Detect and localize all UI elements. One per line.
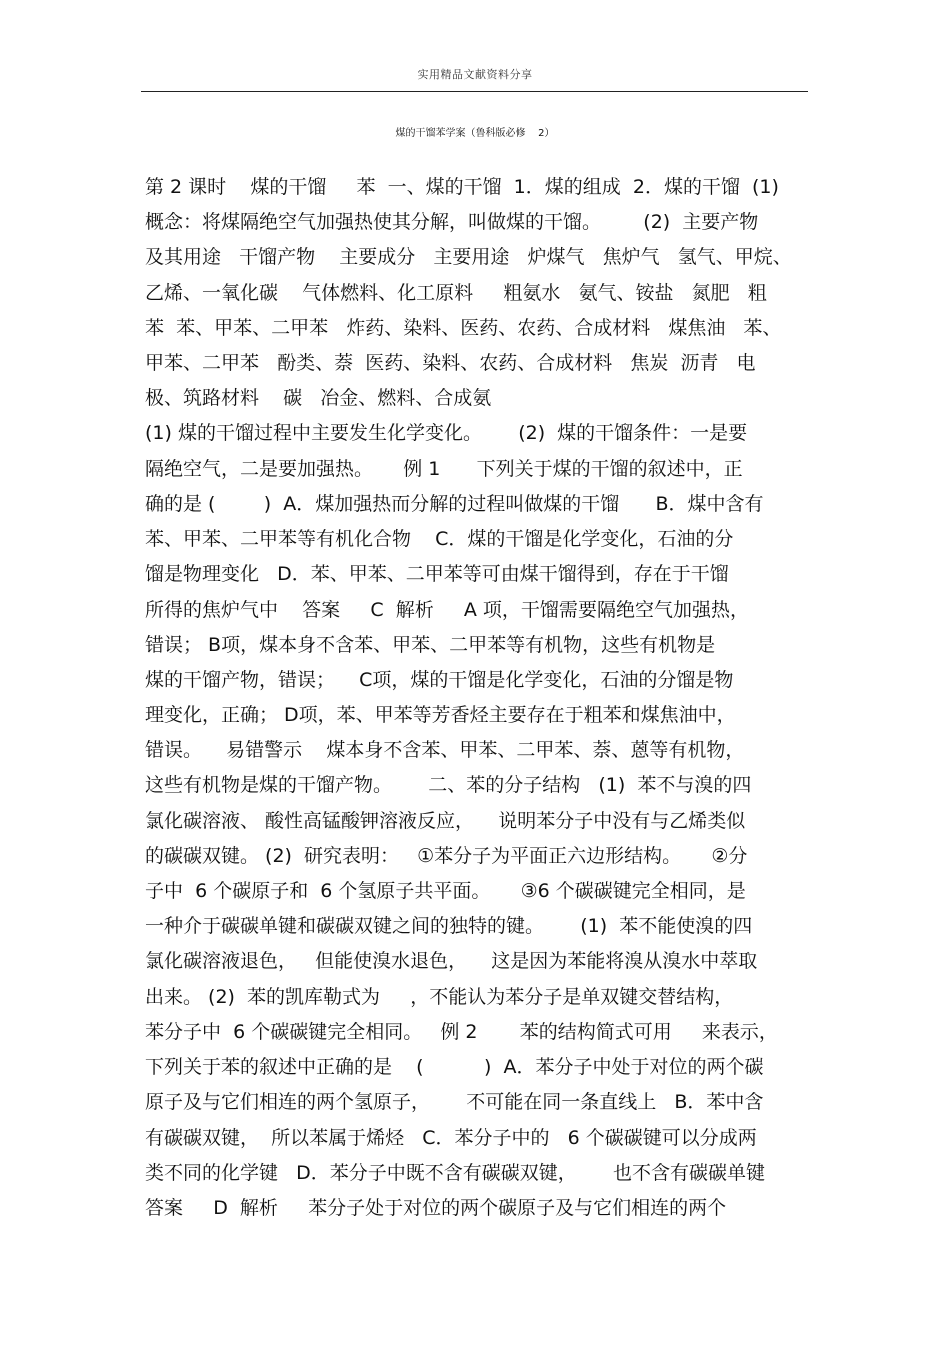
text-line: 第 2 课时 煤的干馏 苯 一、煤的干馏 1．煤的组成 2．煤的干馏 (1) <box>145 176 779 198</box>
text-line: 有碳碳双键， 所以苯属于烯烃 C．苯分子中的 6 个碳碳键可以分成两 <box>145 1127 757 1149</box>
text-line: 子中 6 个碳原子和 6 个氢原子共平面。 ③6 个碳碳键完全相同，是 <box>145 880 746 902</box>
text-line: 煤的干馏产物，错误； C项，煤的干馏是化学变化，石油的分馏是物 <box>145 669 734 691</box>
text-line: 一种介于碳碳单键和碳碳双键之间的独特的键。 (1) 苯不能使溴的四 <box>145 915 753 937</box>
text-line: 的碳碳双键。 (2) 研究表明： ①苯分子为平面正六边形结构。 ②分 <box>145 845 748 867</box>
text-line: 出来。 (2) 苯的凯库勒式为 ，不能认为苯分子是单双键交替结构， <box>145 986 734 1008</box>
text-line: 错误； B项，煤本身不含苯、甲苯、二甲苯等有机物，这些有机物是 <box>145 634 716 656</box>
text-line: 类不同的化学键 D．苯分子中既不含有碳碳双键， 也不含有碳碳单键 <box>145 1162 765 1184</box>
text-line: 甲苯、二甲苯 酚类、萘 医药、染料、农药、合成材料 焦炭 沥青 电 <box>145 352 756 374</box>
text-line: 原子及与它们相连的两个氢原子， 不可能在同一条直线上 B．苯中含 <box>145 1091 764 1113</box>
text-line: 理变化，正确； D项，苯、甲苯等芳香烃主要存在于粗苯和煤焦油中， <box>145 704 736 726</box>
header-divider <box>141 91 808 92</box>
text-line: 苯、甲苯、二甲苯等有机化合物 C．煤的干馏是化学变化，石油的分 <box>145 528 734 550</box>
text-line: 氯化碳溶液退色， 但能使溴水退色， 这是因为苯能将溴从溴水中萃取 <box>145 950 758 972</box>
text-line: 馏是物理变化 D．苯、甲苯、二甲苯等可由煤干馏得到，存在于干馏 <box>145 563 729 585</box>
text-line: 错误。 易错警示 煤本身不含苯、甲苯、二甲苯、萘、蒽等有机物， <box>145 739 745 761</box>
document-title: 煤的干馏苯学案（鲁科版必修 2） <box>395 128 555 139</box>
text-line: 答案 D 解析 苯分子处于对位的两个碳原子及与它们相连的两个 <box>145 1197 727 1219</box>
text-line: 极、筑路材料 碳 冶金、燃料、合成氨 <box>145 387 492 409</box>
text-line: 苯 苯、甲苯、二甲苯 炸药、染料、医药、农药、合成材料 煤焦油 苯、 <box>145 317 782 339</box>
text-line: 下列关于苯的叙述中正确的是 ( ) A．苯分子中处于对位的两个碳 <box>145 1056 764 1078</box>
text-line: 苯分子中 6 个碳碳键完全相同。 例 2 苯的结构简式可用 来表示， <box>145 1021 778 1043</box>
text-line: 确的是 ( ) A．煤加强热而分解的过程叫做煤的干馏 B．煤中含有 <box>145 493 764 515</box>
text-line: 及其用途 干馏产物 主要成分 主要用途 炉煤气 焦炉气 氢气、甲烷、 <box>145 246 792 268</box>
text-line: 氯化碳溶液、 酸性高锰酸钾溶液反应， 说明苯分子中没有与乙烯类似 <box>145 810 746 832</box>
text-line: 概念：将煤隔绝空气加强热使其分解，叫做煤的干馏。 (2) 主要产物 <box>145 211 759 233</box>
text-line: 所得的焦炉气中 答案 C 解析 A 项，干馏需要隔绝空气加强热， <box>145 599 749 621</box>
page-header: 实用精品文献资料分享 <box>417 68 533 81</box>
text-line: 隔绝空气，二是要加强热。 例 1 下列关于煤的干馏的叙述中，正 <box>145 458 743 480</box>
text-line: (1) 煤的干馏过程中主要发生化学变化。 (2) 煤的干馏条件：一是要 <box>145 422 748 444</box>
text-line: 这些有机物是煤的干馏产物。 二、苯的分子结构 (1) 苯不与溴的四 <box>145 774 752 796</box>
text-line: 乙烯、一氧化碳 气体燃料、化工原料 粗氨水 氨气、铵盐 氮肥 粗 <box>145 282 767 304</box>
